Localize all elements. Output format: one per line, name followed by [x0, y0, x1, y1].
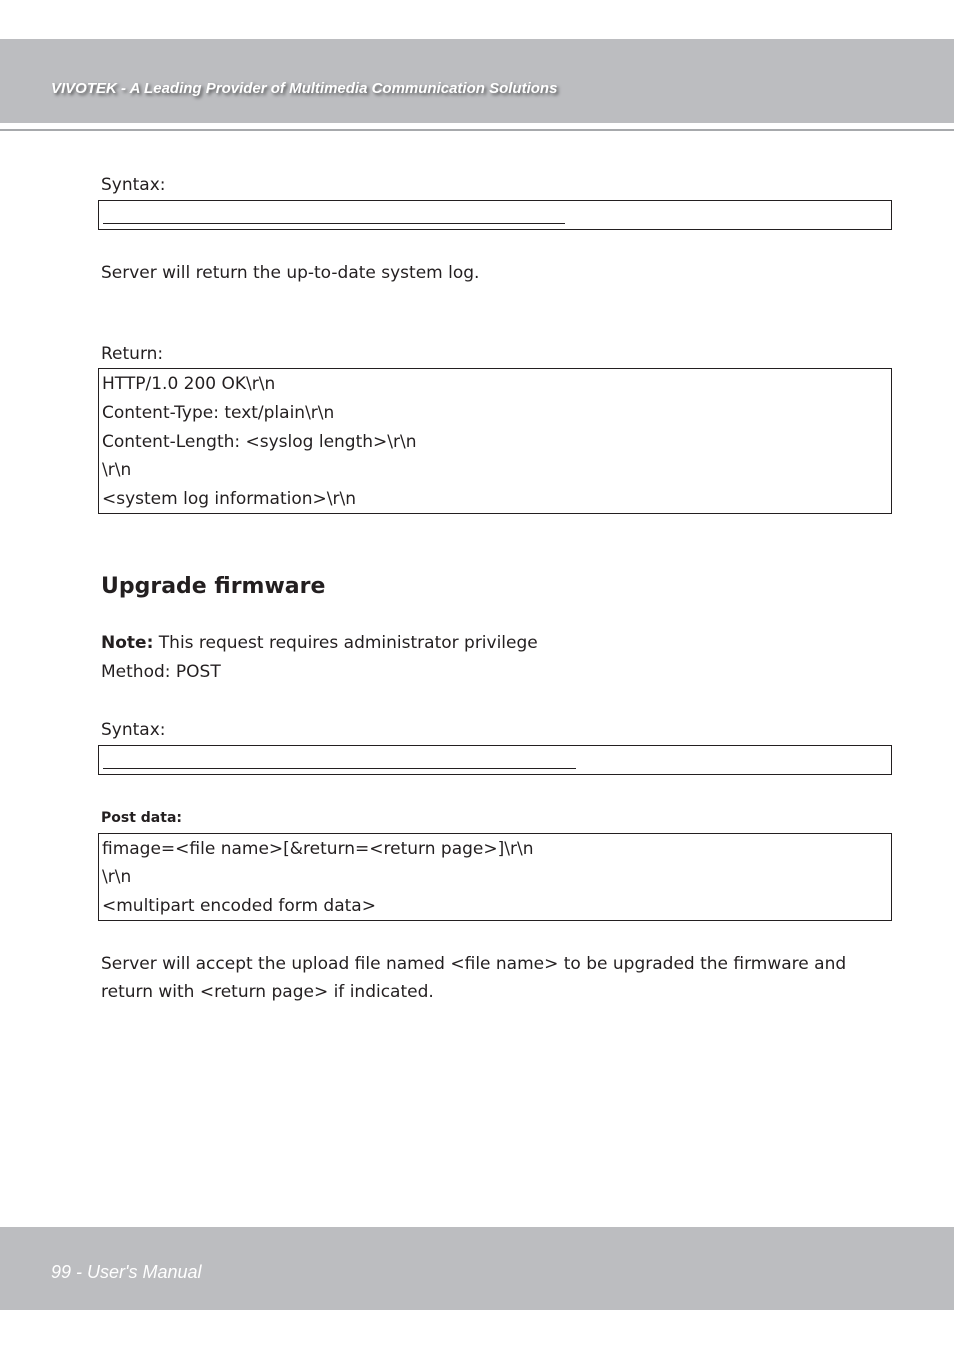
note-label: Note: [101, 633, 154, 653]
syslog-syntax-url-underline [103, 223, 565, 224]
post-data-line: \r\n [102, 867, 132, 887]
post-data-line: <multipart encoded form data> [102, 896, 376, 916]
note-text: This request requires administrator privilege [153, 633, 538, 653]
post-data-line: fimage=<file name>[&return=<return page>]\r\n [102, 839, 534, 859]
upgrade-syntax-url-underline [103, 768, 576, 769]
syslog-syntax-box [98, 200, 892, 230]
upgrade-syntax-label: Syntax: [101, 720, 166, 740]
post-data-label: Post data: [101, 810, 182, 826]
upgrade-description-line: return with <return page> if indicated. [101, 982, 434, 1002]
header-divider [0, 129, 954, 131]
upgrade-description-line: Server will accept the upload file named <file name> to be upgraded the firmware and [101, 954, 847, 974]
return-line: Content-Length: <syslog length>\r\n [102, 432, 417, 452]
section-heading: Upgrade firmware [101, 574, 326, 599]
return-line: \r\n [102, 460, 132, 480]
header-tagline: VIVOTEK - A Leading Provider of Multimedia Communication Solutions [51, 80, 558, 97]
method-line: Method: POST [101, 662, 221, 682]
return-line: <system log information>\r\n [102, 489, 357, 509]
footer-page-label: 99 - User's Manual [51, 1262, 202, 1282]
post-data-box [98, 833, 892, 921]
return-line: Content-Type: text/plain\r\n [102, 403, 335, 423]
syslog-return-box [98, 368, 892, 514]
note-line [101, 633, 538, 653]
upgrade-syntax-box [98, 745, 892, 775]
return-line: HTTP/1.0 200 OK\r\n [102, 374, 276, 394]
syslog-description: Server will return the up-to-date system log. [101, 263, 480, 283]
syslog-syntax-label: Syntax: [101, 175, 166, 195]
syslog-return-label: Return: [101, 344, 164, 364]
